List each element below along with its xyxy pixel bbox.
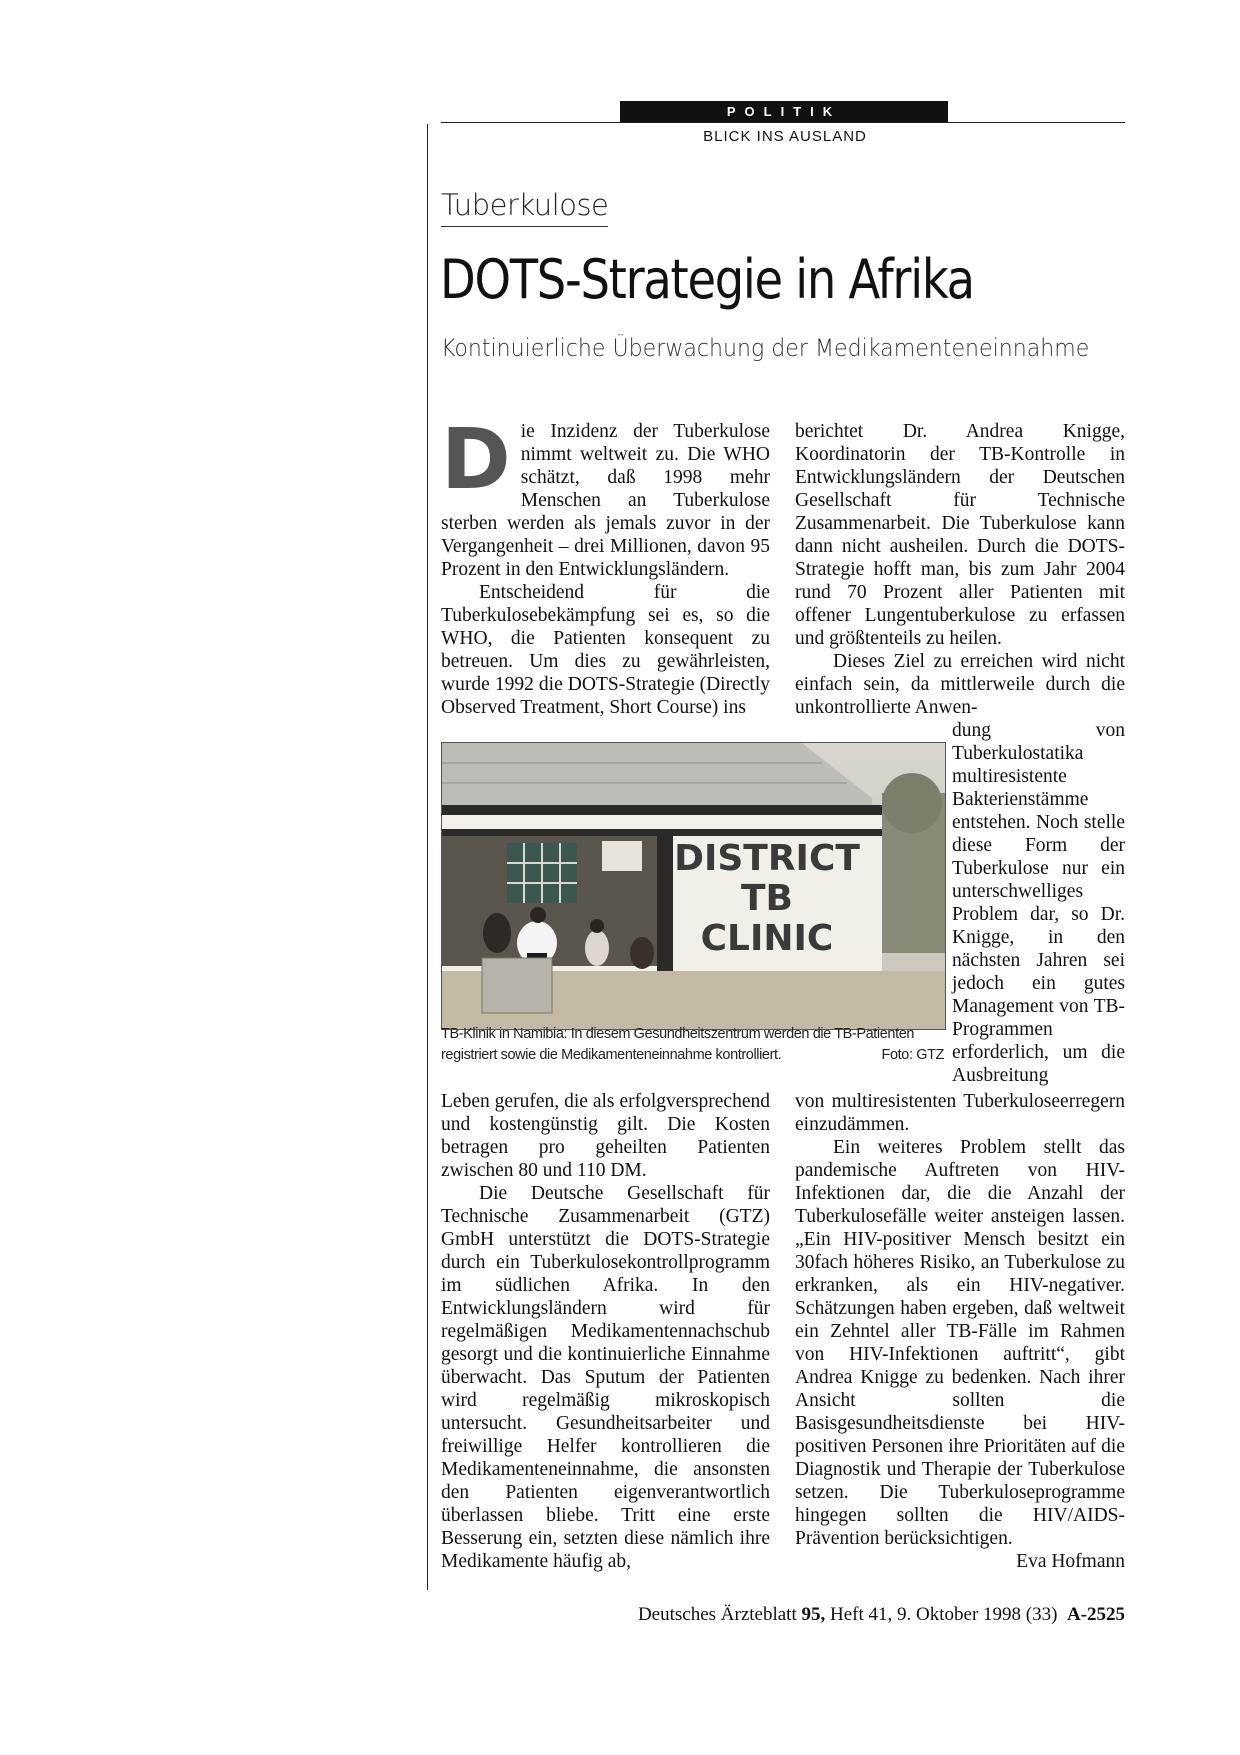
journal-issue: Heft 41, 9. Oktober 1998 (33) [830,1604,1058,1625]
paragraph-text: Ein weiteres Problem stellt das pandemische Auftreten von HIV-Infektionen dar, die die Anzahl der Tuberkulosefälle weiter ansteigen lassen. „Ein HIV-positiver Mensch besitzt ein 30fach höheres Risiko, an Tuberkulose zu erkranken, als ein HIV-negativer. Schätzungen haben ergeben, daß weltweit ein Zehntel aller TB-Fälle im Rahmen von HIV-Infektionen auftritt“, gibt Andrea Knigge zu bedenken. Nach ihrer Ansicht sollten die Basisgesundheitsdienste bei HIV-positiven Personen ihre Prioritäten auf die Diagnostik und Therapie der Tuberkulose setzen. Die Tuberkuloseprogramme hingegen sollten die HIV/AIDS-Prävention berücksichtigen. [795,1137,1125,1549]
journal-name: Deutsches Ärzteblatt [637,1604,797,1625]
paragraph-intro [441,410,770,581]
journal-volume: 95, [801,1604,826,1625]
clinic-photo [441,742,946,1030]
paragraph: dung von Tuberkulostatika multiresistente Bakterienstämme entstehen. Noch stelle diese Form der Tuberkulose nur ein unterschwelliges Problem dar, so Dr. Knigge, in den nächsten Jahren sei jedoch ein gutes Management von TB-Programmen erforderlich, um die Ausbreitung [952,720,1125,1086]
column-2-narrow [952,719,1125,1087]
paragraph [795,1136,1125,1572]
sign-line-3: CLINIC [700,918,834,959]
paragraph: berichtet Dr. Andrea Knigge, Koordinatorin der TB-Kontrolle in Entwicklungsländern der Deutschen Gesellschaft für Technische Zusammenarbeit. Die Tuberkulose kann dann nicht ausheilen. Durch die DOTS-Strategie hofft man, bis zum Jahr 2004 rund 70 Prozent aller Patienten mit offener Lungentuberkulose zu erfassen und größtenteils zu heilen. [795,421,1125,649]
column-1-bottom [441,1090,770,1573]
column-1-top [441,410,770,719]
photo-caption [441,1024,944,1066]
page-number: A-2525 [1066,1604,1125,1625]
article-headline: DOTS-Strategie in Afrika [440,248,974,311]
photo-credit: Foto: GTZ [881,1047,944,1063]
paragraph: Die Deutsche Gesellschaft für Technische Zusammenarbeit (GTZ) GmbH unterstützt die DOTS-Strategie durch ein Tuberkulosekontrollprogramm im südlichen Afrika. In den Entwicklungsländern wird für regelmäßigen Medikamentennachschub gesorgt und die kontinuierliche Einnahme überwacht. Das Sputum der Patienten wird regelmäßig mikroskopisch untersucht. Gesundheitsarbeiter und freiwillige Helfer kontrollieren die Medikamenteneinnahme, die ansonsten den Patienten eigenverantwortlich überlassen bliebe. Tritt eine erste Besserung ein, setzten diese nämlich ihre Medikamente häufig ab, [441,1183,770,1572]
author-name: Eva Hofmann [1016,1551,1125,1572]
paragraph: Leben gerufen, die als erfolgversprechend und kostengünstig gilt. Die Kosten betragen pro geheilten Patienten zwischen 80 und 110 DM. [441,1091,770,1181]
drop-cap: D [441,410,511,508]
page-footer [638,1604,1125,1626]
section-label: POLITIK [620,101,948,122]
clinic-photo-illustration [442,743,945,1029]
paragraph: Entscheidend für die Tuberkulosebekämpfung sei es, so die WHO, die Patienten konsequent zu betreuen. Um dies zu gewährleisten, wurde 1992 die DOTS-Strategie (Directly Observed Treatment, Short Course) ins [441,582,770,718]
column-2-bottom [795,1090,1125,1573]
sign-line-1: DISTRICT [674,838,860,879]
paragraph: Dieses Ziel zu erreichen wird nicht einfach sein, da mittlerweile durch die unkontrollierte Anwen- [795,651,1125,718]
article-kicker: Tuberkulose [441,188,608,227]
article-subheadline: Kontinuierliche Überwachung der Medikamenteneinnahme [441,334,1090,362]
paragraph-intro-text: ie Inzidenz der Tuberkulose nimmt weltweit zu. Die WHO schätzt, daß 1998 mehr Menschen an Tuberkulose sterben werden als jemals zuvor in der Vergangenheit – drei Millionen, davon 95 Prozent in den Entwicklungsländern. [441,421,770,580]
photo-caption-text: TB-Klinik in Namibia: In diesem Gesundheitszentrum werden die TB-Patienten registriert sowie die Medikamenteneinnahme kontrolliert. [441,1026,915,1063]
subsection-label: BLICK INS AUSLAND [703,128,867,145]
header-rule [441,122,1125,123]
sign-line-2: TB [741,878,793,919]
left-column-rule [427,124,428,1590]
paragraph: von multiresistenten Tuberkuloseerregern einzudämmen. [795,1091,1125,1135]
column-2-top [795,420,1125,719]
